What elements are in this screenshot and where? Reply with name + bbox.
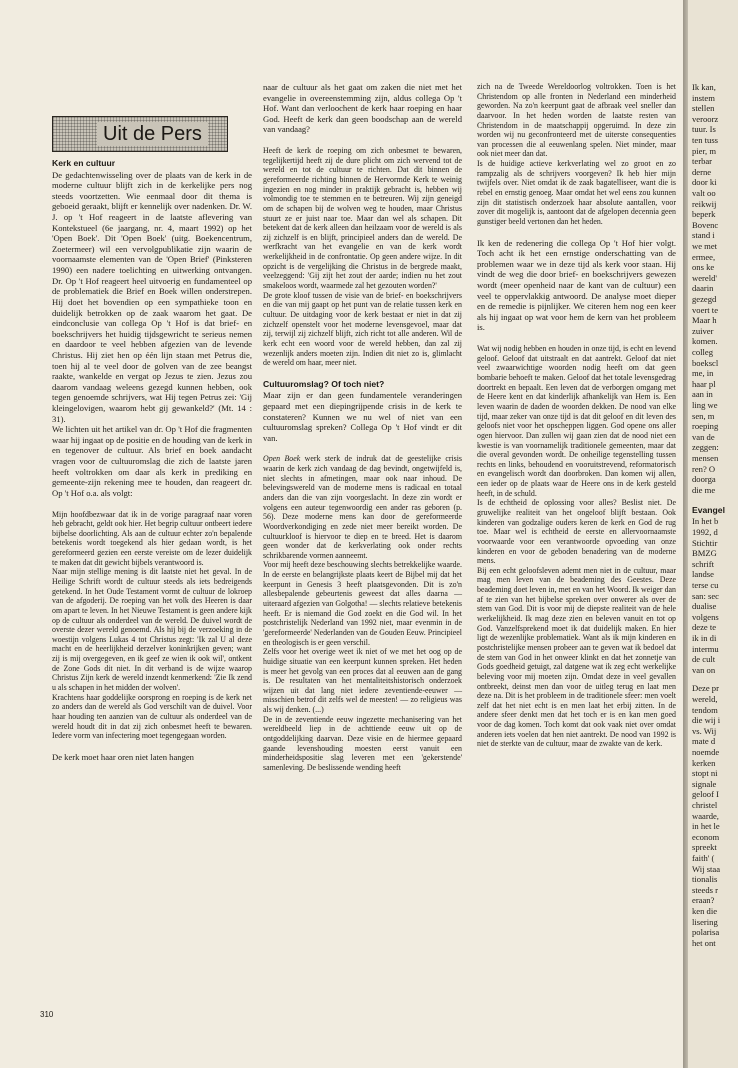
edge-line: gezegd	[692, 294, 717, 304]
edge-line: polarisa	[692, 927, 720, 938]
edge-line: ken die	[692, 906, 718, 916]
edge-line: terbar	[692, 156, 713, 167]
quote-paragraph: De in de zeventiende eeuw ingezette mechanisering van het wereldbeeld liep in de achttiende eeuw uit op de ontgoddelijking daarvan. Deze visie en de hiermee gepaard gaande levenshouding moesten eerst vanuit een minderheidspositie slag leveren met een 'gekerstende' samenleving. De beslissende wending heeft	[263, 714, 462, 772]
quote-paragraph	[263, 454, 462, 560]
adjacent-page-edge	[688, 0, 738, 1068]
edge-line: beperk	[692, 209, 716, 220]
paragraph: naar de cultuur als het gaat om zaken die niet met het evangelie in overeenstemming zijn, aldus collega Op 't Hof. Want dan verloochent de kerk haar roeping en haar God. Heeft de kerk dan geen boodschap aan de wereld van vandaag?	[263, 82, 462, 135]
column-3	[477, 82, 676, 749]
edge-line: BMZG	[692, 548, 717, 559]
edge-line: tuur. Is	[692, 124, 716, 135]
edge-line: stopt ni	[692, 768, 718, 779]
edge-line: terse cu	[692, 580, 719, 590]
edge-line: wereld,	[692, 694, 718, 704]
edge-line: ermee,	[692, 251, 716, 262]
quote-text: werk sterk de indruk dat de geestelijke crisis waarin de kerk zich vandaag de dag bevindt, ongetwijfeld is, niet slechts in afmetingen, maar ook naar inhoud. De belevingswereld van de moderne mens is radicaal en totaal anders dan die van zijn voorgeslacht. In deze zin wordt er volgens een auteur tegenwoordig een ander ras geboren (p. 56). Deze moderne mens kan door de gereformeerde Woordverkondiging en zede niet meer bereikt worden. De cultuurkloof is hiervoor te diep en te breed. Het is daarom geen wonder dat de kerkverlating ook onder rechts schrikbarende vormen aanneemt.	[263, 454, 462, 560]
edge-line: In het b	[692, 516, 719, 527]
page-number: 310	[40, 1010, 54, 1019]
edge-heading: Evangel	[692, 505, 725, 516]
edge-line: voert te	[692, 304, 719, 315]
edge-line: Deze pr	[692, 683, 719, 694]
quote-paragraph: De grote kloof tussen de visie van de brief- en boekschrijvers en die van mij gaapt op het punt van de relatie tussen kerk en cultuur. De uitdaging voor de kerk bestaat er niet in dat zij zichzelf openstelt voor het moderne levensgevoel, maar dat zij, terwijl zij zichzelf blijft, zich richt tot alle anderen. Wil de kerk echt een woord voor de wereld hebben, dan zal zij wezenlijk anders moeten zijn. Indien dit niet zo is, glimlacht de wereld om haar, meer niet.	[263, 290, 462, 368]
edge-line: wereld'	[692, 272, 717, 283]
edge-line: Bovenc	[692, 219, 719, 230]
edge-line: van de	[692, 431, 715, 442]
edge-line: doorga	[692, 474, 716, 485]
quote-paragraph: Bij een echt geloofsleven ademt men niet in de cultuur, maar mag men leven van de beademing des Geestes. Deze beademing doet leven in, met en van het Woord. Ik weiger dan af te zien van het bijbelse spreken over onwerer als over de stem van God. Dit is voor mij de diepste realiteit van de hele werkelijkheid. Ik mag deze zien en beleven vanuit en tot op God. Vanzelfsprekend moet ik dat duidelijk maken. En hier ligt de wezenlijke problematiek. Want als ik mijn kinderen en postchristelijke mensen probeer aan te geven wat ik bedoel dat de stem van God in het onweer klinkt en dat het zonnetje van Gods goedheid getuigt, zal datgene wat ik zeg echt werkelijke beleving voor mij moeten zijn. Omdat deze in veel gevallen ontbreekt, deinst men dan voor de uitleg terug en laat men deze na. Dit is het probleem in de traditionele sfeer: men voelt zelf dat het niet echt is en men laat het erbij zitten. In de andere sfeer denkt men dat het toch er is en kan men goed voor de dag komen. Toch komt dat ook vaak niet over omdat anderen iets voelen dat hen niet aantrekt. De nood van 1992 is niet de sterkte van de cultuur, maar de zwakte van de kerk.	[477, 565, 676, 749]
edge-line: we met	[692, 241, 718, 251]
edge-line: san: sec	[692, 590, 719, 601]
quote-paragraph: Mijn hoofdbezwaar dat ik in de vorige paragraaf naar voren heb gebracht, geldt ook hier. Het begrip cultuur ontbeert iedere bijbelse doorlichting. Als aan de cultuur echter zo'n bepalende betekenis wordt toegekend als hier gedaan wordt, is het gereformeerd gezien een eerste vereiste om de lezer duidelijk te maken dat dit gewicht bijbels verantwoord is.	[52, 509, 252, 567]
edge-line: volgens	[692, 611, 719, 622]
edge-line: eraan?	[692, 895, 715, 906]
edge-line: faith' (	[692, 853, 715, 863]
edge-line: colleg	[692, 347, 713, 357]
edge-line: boekscl	[692, 357, 719, 368]
edge-line: het ont	[692, 937, 716, 948]
edge-line: stand i	[692, 230, 715, 241]
edge-line: econom	[692, 831, 720, 842]
edge-line: ling we	[692, 400, 718, 410]
edge-line: steeds r	[692, 884, 719, 895]
edge-line: komen.	[692, 336, 718, 347]
edge-line: mate d	[692, 736, 716, 747]
subheading: Cultuuromslag? Of toch niet?	[263, 378, 385, 389]
quote-paragraph: Wat wij nodig hebben en houden in onze tijd, is echt en levend geloof. Geloof dat uitstraalt en dat aantrekt. Geloof dat niet veel zwaarwichtige woorden nodig heeft om dat geen bombarie behoeft te maken. Geloof dat het totale levensgedrag doortrekt en bepaalt. Een leven dat de verborgen omgang met de Heere kent en dat kinderlijk afhankelijk van Hem is. Een leven waarin de daden de woorden dekken. De nood van elke tijd, maar zeker van onze tijd is dat dit geloof en dit leven des geloofs niet voor het opscheppen liggen. God opene ons aller ogen hiervoor. Dan zullen wij gaan zien dat de nood niet een kwestie is van voornamelijk traditionele gemeenten, maar dat die overal gevonden wordt. De onheilige tegenstelling tussen rechts en links, behoudend en vooruitstrevend, reformatorisch en evangelisch wordt dan doorbroken. Dan komen wij allen, een ieder op de plaats waar de Heere ons in de kerk gesteld heeft, in de schuld.	[477, 344, 676, 498]
book-title: Open Boek	[263, 454, 301, 464]
edge-line: veroorz	[692, 113, 719, 124]
quote-paragraph: Is de huidige actieve kerkverlating wel zo groot en zo rampzalig als de schrijvers voorgeven? Ik heb hier mijn twijfels over. Niet omdat ik de zaak bagatelliseer, want die is rebel en ernstig genoeg. Maar omdat het wel eens zou kunnen zijn dit statistisch onderzoek haar absolute aantallen, voor zover dit mogelijk is, aantoont dat de afgelopen decennia geen gunstiger beeld vertonen dan het heden.	[477, 159, 676, 226]
edge-line: valt oo	[692, 188, 716, 198]
edge-line: sen, m	[692, 410, 715, 421]
section-title: Uit de Pers	[97, 122, 208, 146]
edge-line: dualise	[692, 601, 717, 612]
quote-paragraph: Heeft de kerk de roeping om zich onbesmet te bewaren, tegelijkertijd heeft zij de dure plicht om zich wervend tot de wereld en tot de cultuur te richten. Dat dit binnen de gereformeerde richting binnen de Hervormde Kerk te weinig ingezien en nog minder in praktijk gebracht is, hebben wij volmondig toe te stemmen en te betreuren. Wij zijn geneigd om de schapen bij de wolven weg te houden, maar Christus stuurt ze er juist naar toe. Maar dan wel als schapen. Dit betekent dat de kerk alleen dan heilzaam voor de wereld is als zij zichzelf is en blijft, principieel anders dan de wereld. De werfkracht van het evangelie en van de kerk wordt werkelijkheid in de confrontatie. Op geen andere wijze. In dit opzicht is de vergelijking die Christus in de bergrede maakt, veelzeggend: 'Gij zijt het zout der aarde; indien nu het zout smakeloos wordt, waarmede zal het gezouten worden?'	[263, 146, 462, 291]
edge-line: in het le	[692, 821, 720, 832]
edge-line: roeping	[692, 421, 719, 432]
edge-line: daarin	[692, 283, 714, 294]
edge-line: door ki	[692, 177, 717, 188]
edge-line: zeggen:	[692, 442, 719, 453]
column-2	[263, 82, 462, 773]
section-header-box	[52, 116, 228, 152]
edge-line: mensen	[692, 453, 719, 463]
quote-paragraph: Naar mijn stellige mening is dit laatste niet het geval. In de Heilige Schrift wordt de cultuur steeds als iets bedreigends getekend. In het Oude Testament vormt de cultuur de lokroep van de afgoderij. De roeping van het volk des Heeren is daar om apart te leven. In het Nieuwe Testament is geen andere kijk op de cultuur als onderdeel van de wereld. De duivel wordt de overste dezer wereld genoemd. Als hij bij de verzoeking in de woestijn volgens Lukas 4 tot Christus zegt: 'Ik zal U al deze macht en de heerlijkheid derzelver koninkrijken geven; want zij is mij overgegeven, en ik geef ze wien ik ook wil', ontkent de Zone Gods dit niet. In dit verband is de wijze waarop Christus Zijn kerk de wereld inzendt kenmerkend: 'Zie Ik zend u als schapen in het midden der wolven'.	[52, 567, 252, 693]
paragraph: De kerk moet haar oren niet laten hangen	[52, 751, 194, 762]
edge-line: derne	[692, 166, 712, 177]
edge-line: lisering	[692, 916, 718, 927]
edge-line: Maar h	[692, 315, 717, 326]
edge-line: spreekt	[692, 842, 717, 853]
edge-line: tendom	[692, 704, 718, 715]
edge-line: zuiver	[692, 325, 714, 336]
edge-line: 1992, d	[692, 527, 718, 537]
edge-line: aan in	[692, 389, 713, 400]
edge-line: de cult	[692, 654, 716, 665]
edge-line: me, in	[692, 368, 714, 379]
edge-line: kerken	[692, 757, 716, 768]
edge-line: christel	[692, 800, 718, 810]
edge-line: intermu	[692, 643, 719, 654]
edge-line: die me	[692, 484, 716, 495]
edge-line: haar pl	[692, 378, 716, 389]
edge-line: waarde,	[692, 810, 719, 821]
edge-line: stellen	[692, 103, 715, 114]
edge-line: ik in di	[692, 633, 717, 643]
quote-paragraph: zich na de Tweede Wereldoorlog voltrokken. Toen is het Christendom op alle fronten in Nederland een minderheid geworden. Na zo'n keerpunt gaat de afbraak veel sneller dan daarvoor. In het heden worden de laatste resten van Christendom in de maatschappij opgeruimd. In deze zin worden wij nu geconfronteerd met de uiterste consequenties van processen die al eeuwenlang spelen. Niet minder, maar ook niet meer dan dat.	[477, 82, 676, 159]
edge-line: Ik kan,	[692, 82, 716, 92]
paragraph: Ik ken de redenering die collega Op 't Hof hier volgt. Toch acht ik het een ernstige onderschatting van de problemen waar we in deze tijd als kerk voor staan. Hij vindt de weg die door brief- en boekschrijvers gewezen wordt (meer openheid naar de kant van de cultuur) een veel te oppervlakkig antwoord. De analyse moet dieper en de remedie is pijnlijker. We citeren hem nog een keer als hij ingaat op wat voor hem de kern van het probleem is.	[477, 237, 676, 333]
edge-line: reikwij	[692, 198, 717, 209]
edge-line: Wij staa	[692, 863, 721, 874]
edge-line: ons ke	[692, 262, 715, 273]
paragraph: De gedachtenwisseling over de plaats van de kerk in de moderne cultuur blijft zich in de kerkelijke pers nog steeds voortzetten. Wie eenmaal door dit thema is geboeid geraakt, blijft er kennelijk over nadenken. Dr. W. J. op 't Hof reageert in de laatste aflevering van Kontekstueel (6e jaargang, nr. 4, maart 1992) op het 'Open Boek'. Dit 'Open Boek' (uitg. Boekencentrum, Zoetermeer) wil een vervolgpublikatie zijn waarin de voornaamste elementen van de 'Open Brief' (Pinksteren 1990) een nadere toelichting en uitwerking ontvangen. Dr. Op 't Hof reageert heel uitvoerig en fundamenteel op de problematiek die Brief en Boek willen onderstrepen. Hij doet het bovendien op een sympathieke toon en duidelijk betrokken op de zaak waarom het gaat. De eindconclusie van collega Op 't Hof is dat brief- en boekschrijvers het huidig tijdsgewricht te serieus nemen en daardoor te veel hebben afgezien van de levende Christus. Hij ziet hen op één lijn staan met Petrus die, toen hij al te veel door de golven van de zee beangst raakte, wankelde en vergat op Jezus te zien. Jezus zou daarom vandaag weleens gezegd kunnen hebben, ook tegen genoemde schrijvers, wat Hij tegen Petrus zei: 'Gij kleingelovigen, waarom hebt gij gewankeld?' (Mt. 14 : 31).	[52, 169, 252, 424]
quote-paragraph: Voor mij heeft deze beschouwing slechts betrekkelijke waarde. In de eerste en belangrijkste plaats keert de Bijbel mij dat het keerpunt in Genesis 3 heeft plaatsgevonden. Dit is zo'n allesbepalende gebeurtenis geweest dat alles daarna — uiteraard afgezien van Golgotha! — slechts relatieve betekenis heeft. Er is niemand die God zoekt en die God wil. In het postchristelijk Nederland van 1992 niet, maar evenmin in de 'gereformeerde' Nederlanden van de Gouden Eeuw. Principieel en theologisch is er geen verschil.	[263, 560, 462, 647]
edge-line: instem	[692, 92, 715, 103]
edge-line: die wij i	[692, 715, 721, 726]
edge-line: Stichtir	[692, 537, 718, 548]
paragraph: Maar zijn er dan geen fundamentele veranderingen gepaard met een diepingrijpende crisis in de kerk te constateren? Kunnen we nu wel of niet van een cultuuromslag spreken? Collega Op 't Hof vindt er dit van.	[263, 390, 462, 443]
edge-line: signale	[692, 778, 717, 789]
edge-line: ten tuss	[692, 135, 719, 145]
edge-line: ren? O	[692, 463, 716, 474]
edge-line: tionalis	[692, 874, 718, 885]
article-heading: Kerk en cultuur	[52, 158, 116, 168]
column-1	[52, 158, 252, 762]
quote-paragraph: Krachtens haar goddelijke oorsprong en roeping is de kerk net zo anders dan de wereld als God verschilt van de duivel. Voor haar houding ten aanzien van de cultuur als onderdeel van de wereld houdt dit in dat zij zich onbesmet heeft te bewaren. Iedere vorm van infectering moet tegengegaan worden.	[52, 692, 252, 741]
edge-line: pier, m	[692, 145, 716, 156]
edge-line: vs. Wij	[692, 725, 717, 736]
edge-line: landse	[692, 569, 714, 580]
edge-line: geloof I	[692, 789, 719, 800]
edge-line: schrift	[692, 558, 714, 569]
quote-paragraph: Zelfs voor het overige weet ik niet of we met het oog op de huidige situatie van een keerpunt kunnen spreken. Het heden is meer het gevolg van een proces dat al eeuwen aan de gang is. De resultaten van het mentaliteitshistorisch onderzoek wijzen uit dat lang niet iedere zeventiende-eeuwer — misschien betrof dit zelfs wel de meesten! — zo religieus was als wij denken. (...)	[263, 647, 462, 715]
edge-line: noemde	[692, 747, 720, 757]
paragraph: We lichten uit het artikel van dr. Op 't Hof die fragmenten waar hij ingaat op de positie en de houding van de kerk in en tegenover de cultuur. Als brief en boek aandacht vragen voor de cultuuromslag die zich de laatste jaren heeft voltrokken om daar als kerk in prediking en gemeente-zijn rekening mee te houden, dan reageert dr. Op 't Hof o.a. als volgt:	[52, 424, 252, 498]
edge-line: van on	[692, 664, 716, 675]
edge-line: deze te	[692, 622, 717, 633]
quote-paragraph: Is de echtheid de oplossing voor alles? Beslist niet. De gruwelijke realiteit van het ongeloof blijft bestaan. Ook kinderen van godzalige ouders keren de kerk en God de rug toe. Maar wel is echtheid de eerste en allervoornaamste voorwaarde voor een verantwoorde opvoeding van onze kinderen en voor de geboden benadering van de moderne mens.	[477, 498, 676, 566]
